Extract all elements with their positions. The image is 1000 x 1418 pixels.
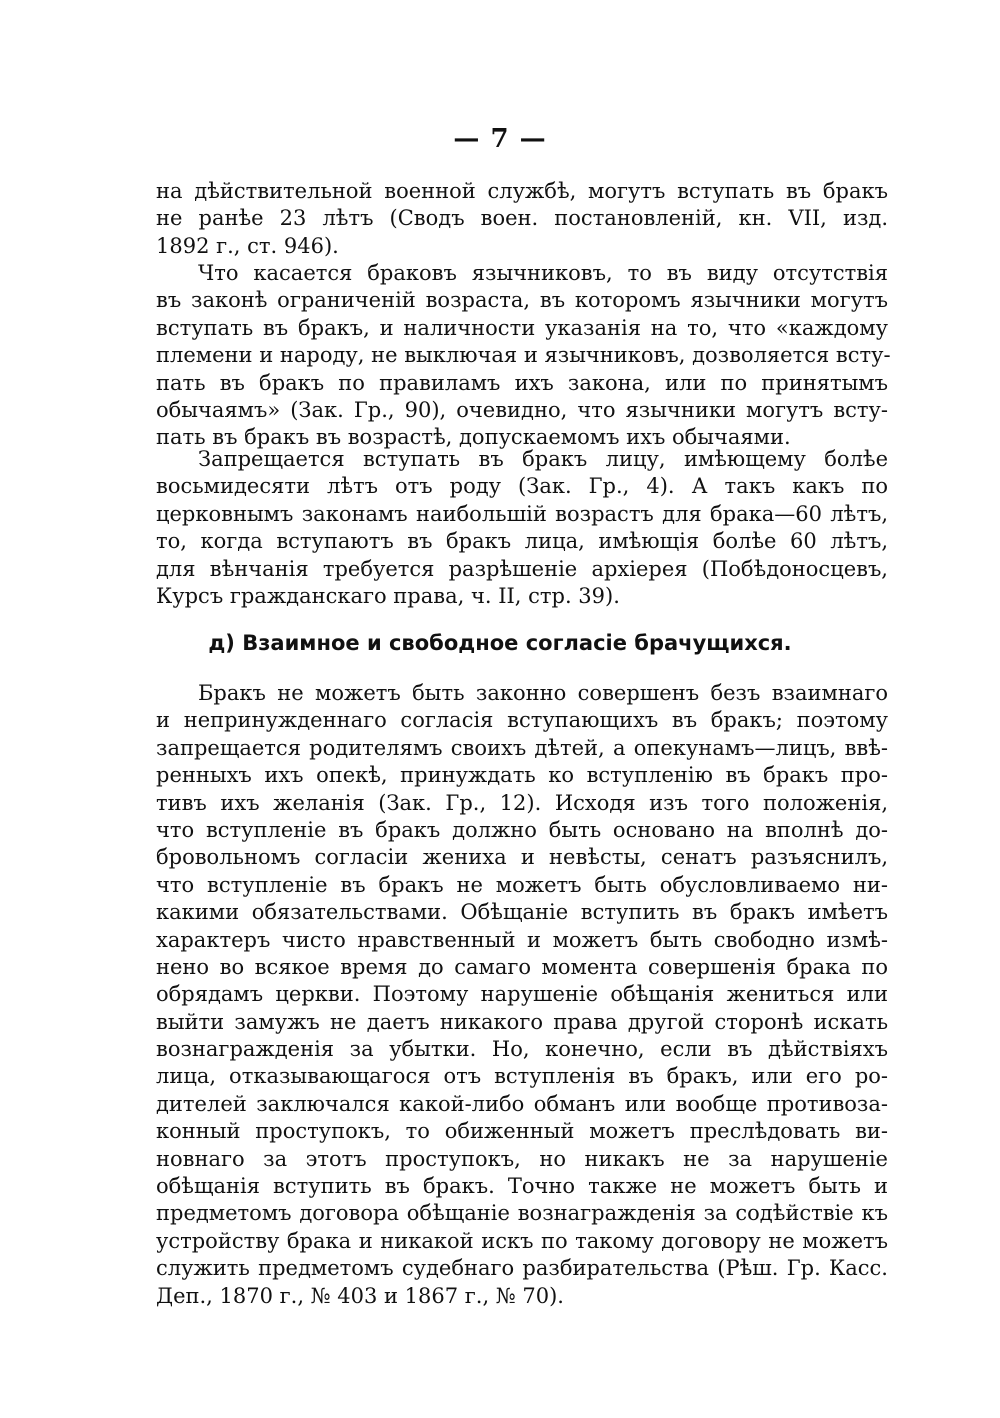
text-line: Курсъ гражданскаго права, ч. II, стр. 39).: [156, 583, 620, 608]
text-line: 1892 г., ст. 946).: [156, 233, 339, 258]
text-line: для вѣнчанія требуется разрѣшеніе архіерея (Побѣдоносцевъ,: [156, 556, 888, 581]
text-line: то, когда вступаютъ въ бракъ лица, имѣющія болѣе 60 лѣтъ,: [156, 529, 888, 554]
text-line: обрядамъ церкви. Поэтому нарушеніе обѣщанія жениться или: [156, 982, 888, 1007]
text-line: что вступленіе въ бракъ не можетъ быть обусловливаемо ни-: [156, 872, 888, 897]
text-line: восьмидесяти лѣтъ отъ роду (Зак. Гр., 4). А такъ какъ по: [156, 474, 888, 499]
text-line: служить предметомъ судебнаго разбирательства (Рѣш. Гр. Касс.: [156, 1256, 888, 1281]
text-line: Бракъ не можетъ быть законно совершенъ безъ взаимнаго: [198, 681, 888, 705]
text-line: нено во всякое время до самаго момента совершенія брака по: [156, 954, 888, 979]
text-line: Что касается браковъ язычниковъ, то въ виду отсутствія: [198, 261, 888, 285]
paragraph-military-service: [156, 178, 888, 260]
text-line: дителей заключался какой-либо обманъ или вообще противоза-: [156, 1091, 888, 1116]
text-line: обѣщанія вступить въ бракъ. Точно также не можетъ быть и: [156, 1174, 888, 1199]
text-line: выйти замужъ не даетъ никакого права другой сторонѣ искать: [156, 1009, 888, 1034]
text-line: обычаямъ» (Зак. Гр., 90), очевидно, что язычники могутъ всту-: [156, 397, 888, 422]
text-line: пать въ бракъ по правиламъ ихъ закона, или по принятымъ: [156, 370, 888, 395]
text-line: и непринужденнаго согласія вступающихъ въ бракъ; поэтому: [156, 708, 888, 733]
text-line: Запрещается вступать въ бракъ лицу, имѣющему болѣе: [198, 447, 888, 471]
text-line: не ранѣе 23 лѣтъ (Сводъ воен. постановленій, кн. VII, изд.: [156, 206, 888, 231]
text-line: предметомъ договора обѣщаніе вознагражденія за содѣйствіе къ: [156, 1201, 888, 1226]
text-line: вознагражденія за убытки. Но, конечно, если въ дѣйствіяхъ: [156, 1037, 888, 1062]
text-line: тивъ ихъ желанія (Зак. Гр., 12). Исходя изъ того положенія,: [156, 790, 888, 815]
text-line: новнаго за этотъ проступокъ, но никакъ не за нарушеніе: [156, 1146, 888, 1171]
text-line: Деп., 1870 г., № 403 и 1867 г., № 70).: [156, 1283, 564, 1308]
text-line: племени и народу, не выключая и язычниковъ, дозволяется всту-: [156, 343, 891, 368]
text-line: устройству брака и никакой искъ по такому договору не можетъ: [156, 1228, 888, 1253]
text-line: вступать въ бракъ, и наличности указанія на то, что «каждому: [156, 315, 888, 340]
text-line: какими обязательствами. Обѣщаніе вступить въ бракъ имѣетъ: [156, 900, 888, 925]
text-line: лица, отказывающагося отъ вступленія въ бракъ, или его ро-: [156, 1064, 888, 1089]
paragraph-age-limit: [156, 446, 888, 610]
text-line: пать въ бракъ въ возрастѣ, допускаемомъ ихъ обычаями.: [156, 425, 791, 450]
text-line: церковнымъ законамъ наибольшій возрастъ для брака—60 лѣтъ,: [156, 501, 888, 526]
paragraph-pagans: [156, 260, 891, 452]
paragraph-mutual-consent: [156, 680, 888, 1310]
text-line: конный проступокъ, то обиженный можетъ преслѣдовать ви-: [156, 1119, 888, 1144]
text-line: бровольномъ согласіи жениха и невѣсты, сенатъ разъяснилъ,: [156, 845, 888, 870]
text-line: ренныхъ ихъ опекѣ, принуждать ко вступленію въ бракъ про-: [156, 763, 888, 788]
page-number: — 7 —: [453, 124, 547, 154]
section-heading: д) Взаимное и свободное согласіе брачущихся.: [208, 631, 792, 655]
text-line: характеръ чисто нравственный и можетъ быть свободно измѣ-: [156, 927, 888, 952]
text-line: на дѣйствительной военной службѣ, могутъ вступать въ бракъ: [156, 179, 888, 203]
text-line: въ законѣ ограниченій возраста, въ которомъ язычники могутъ: [156, 288, 888, 313]
text-line: запрещается родителямъ своихъ дѣтей, а опекунамъ—лицъ, ввѣ-: [156, 735, 888, 760]
text-line: что вступленіе въ бракъ должно быть основано на вполнѣ до-: [156, 817, 888, 842]
